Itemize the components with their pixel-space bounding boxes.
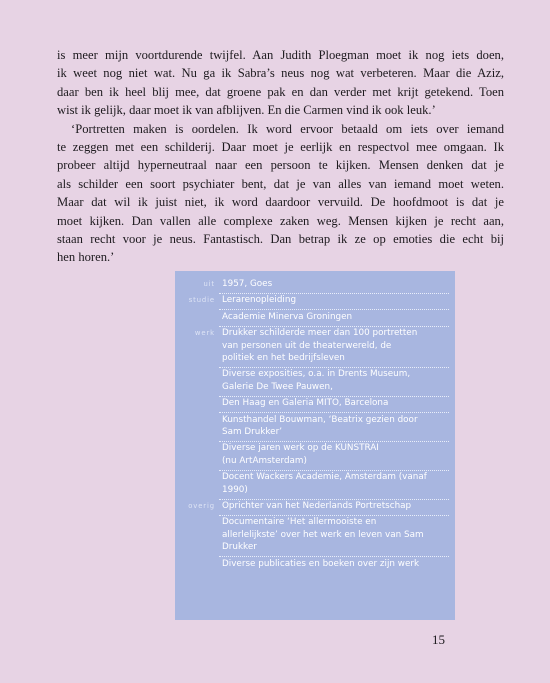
info-value-line: allerlelijkste’ over het werk en leven van Sam — [222, 529, 424, 540]
info-value-line: Diverse jaren werk op de KUNSTRAI — [222, 443, 379, 454]
info-value-line: Den Haag en Galeria MITO, Barcelona — [222, 398, 389, 409]
text-line: te zeggen met een schilderij. Daar moet je eerlijk en respectvol mee omgaan. Ik — [57, 140, 504, 155]
info-label: overig — [188, 502, 215, 510]
info-value — [222, 294, 448, 309]
info-value-line: (nu ArtAmsterdam) — [222, 455, 307, 466]
info-value-line: van personen uit de theaterwereld, de — [222, 340, 392, 351]
text-line: daar ben ik heel blij mee, dat groene pak en dan verder met krijt getekend. Toen — [57, 84, 504, 99]
info-value — [222, 442, 448, 470]
info-value-line: 1990) — [222, 484, 248, 495]
info-value — [222, 471, 448, 499]
biography-box — [175, 271, 455, 620]
info-value-line: Drukker — [222, 542, 257, 553]
info-value — [222, 368, 448, 396]
info-value — [222, 327, 448, 367]
text-line: moet kijken. Dan vallen alle complexe zaken weg. Mensen kijken je recht aan, — [57, 213, 504, 228]
text-line: als schilder een soort psychiater bent, dat je van alles van iemand moet weten. — [57, 176, 504, 191]
info-value-line: Oprichter van het Nederlands Portretschap — [222, 501, 412, 511]
body-text — [57, 46, 504, 267]
text-line: probeer altijd hyperneutraal naar een persoon te kijken. Mensen denken dat je — [57, 158, 504, 173]
text-line: hen horen.’ — [57, 250, 115, 265]
text-line: is meer mijn voortdurende twijfel. Aan Judith Ploegman moet ik nog iets doen, — [57, 48, 504, 62]
info-value-line: Galerie De Twee Pauwen, — [222, 381, 333, 392]
info-value-line: Drukker schilderde meer dan 100 portretten — [222, 328, 418, 339]
info-label: studie — [188, 296, 215, 305]
text-line: ‘Portretten maken is oordelen. Ik word ervoor betaald om iets over iemand — [71, 121, 504, 136]
info-value — [222, 414, 448, 442]
paragraph — [57, 46, 504, 120]
text-line: ik weet nog niet wat. Nu ga ik Sabra’s neus nog wat verbeteren. Maar die Aziz, — [57, 66, 504, 81]
info-value-line: Diverse exposities, o.a. in Drents Museum, — [222, 369, 411, 380]
page-number: 15 — [432, 632, 445, 647]
info-label: uit — [203, 280, 215, 288]
info-label: werk — [194, 329, 215, 338]
info-value-line: Docent Wackers Academie, Amsterdam (vanaf — [222, 472, 427, 483]
info-value-line: Kunsthandel Bouwman, ‘Beatrix gezien door — [222, 414, 418, 425]
info-value-line: politiek en het bedrijfsleven — [222, 353, 345, 363]
info-value — [222, 516, 448, 556]
paragraph — [57, 120, 504, 267]
text-line: wist ik gelijk, daar moet ik van afblijven. En die Carmen vind ik ook leuk.’ — [57, 103, 436, 118]
text-line: Maar dat wil ik juist niet, ik word daardoor vervuild. De hoofdmoot is dat je — [57, 195, 504, 210]
info-value — [222, 311, 448, 326]
info-value — [222, 278, 448, 293]
info-value-line: Diverse publicaties en boeken over zijn werk — [222, 558, 420, 569]
info-value-line: 1957, Goes — [222, 279, 273, 289]
info-value-line: Documentaire ‘Het allermooiste en — [222, 517, 377, 528]
info-value-line: Sam Drukker’ — [222, 427, 283, 437]
info-value — [222, 397, 448, 412]
text-line: staan recht voor je neus. Fantastisch. Dan betrap ik ze op emoties die echt bij — [57, 232, 504, 247]
info-value-line: Academie Minerva Groningen — [222, 311, 353, 322]
info-value-line: Lerarenopleiding — [222, 295, 297, 306]
info-value — [222, 500, 448, 515]
info-value — [222, 558, 448, 573]
